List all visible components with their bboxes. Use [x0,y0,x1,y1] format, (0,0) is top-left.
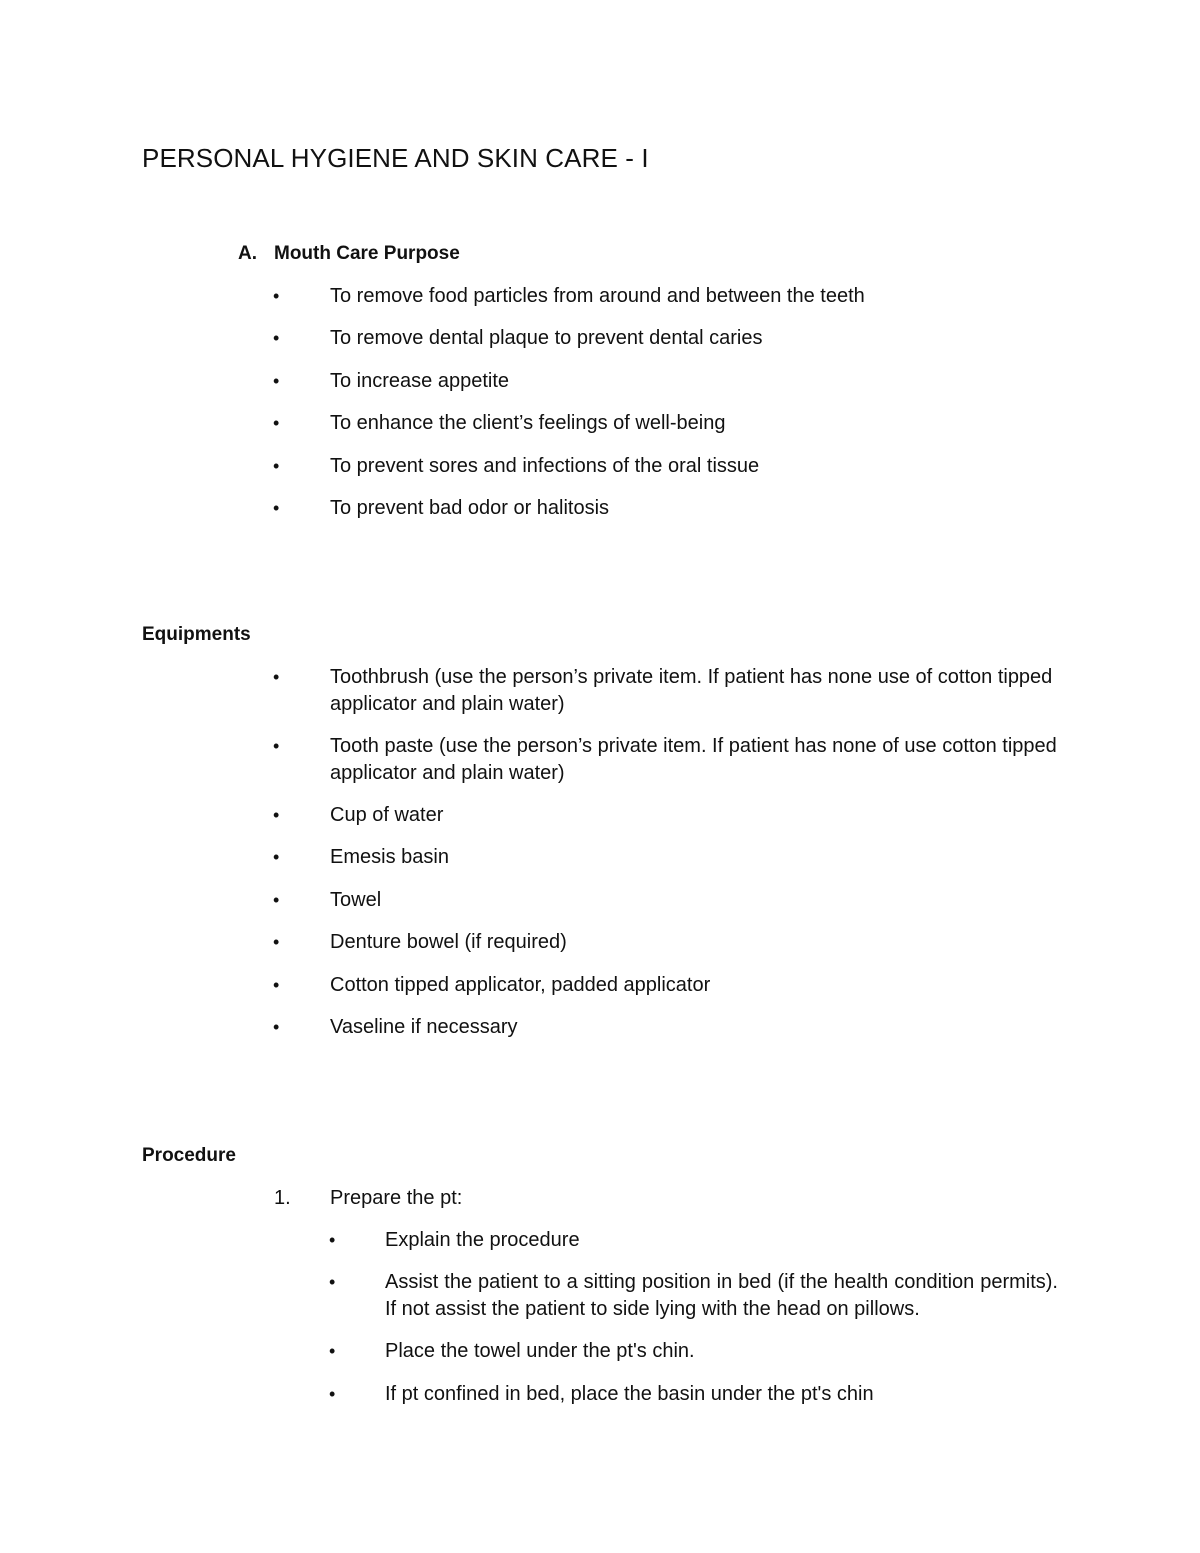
step-text: Prepare the pt: [330,1187,463,1209]
bullet-icon: • [273,328,280,349]
list-item: • Assist the patient to a sitting position in bed (if the health condition permits). If not assist the patient to side lying with the head on pillows. [329,1271,1058,1321]
equipment-list [273,664,1070,1056]
bullet-icon: • [273,847,280,868]
section-marker: A. [238,243,257,264]
bullet-icon: • [273,455,280,476]
list-item: • If pt confined in bed, place the basin under the pt's chin [385,1381,1058,1423]
purpose-list [273,283,1070,537]
list-item: • Cotton tipped applicator, padded applicator [330,972,1070,1014]
list-item: • To prevent bad odor or halitosis [330,495,1070,537]
list-item: • To prevent sores and infections of the oral tissue [330,453,1070,495]
section-heading-equipments: Equipments [142,624,251,645]
bullet-icon: • [273,736,280,756]
section-heading-mouth-care [238,243,460,265]
section-heading-text: Mouth Care Purpose [274,243,460,264]
list-item: • Towel [330,887,1070,929]
bullet-icon: • [329,1383,336,1404]
bullet-icon: • [273,1016,280,1037]
list-item: • Vaseline if necessary [330,1014,1070,1056]
bullet-icon: • [273,370,280,391]
bullet-icon: • [273,932,280,953]
procedure-substep-list [329,1227,1058,1423]
bullet-icon: • [329,1230,336,1250]
section-heading-procedure: Procedure [142,1145,236,1166]
list-item: • Tooth paste (use the person’s private item. If patient has none of use cotton tipped applicator and plain water) [273,735,1057,784]
list-item: • To remove food particles from around and between the teeth [330,283,1070,325]
list-item: • Denture bowel (if required) [330,929,1070,971]
bullet-icon: • [273,413,280,434]
bullet-icon: • [273,497,280,518]
list-item: • To remove dental plaque to prevent dental caries [330,325,1070,367]
bullet-icon: • [273,667,280,687]
list-item: • Explain the procedure [385,1227,1058,1269]
list-item: • Emesis basin [330,844,1070,886]
list-item: • To increase appetite [330,368,1070,410]
list-item: • Place the towel under the pt's chin. [385,1338,1058,1380]
step-number: 1. [274,1187,291,1209]
list-item: • To enhance the client’s feelings of well-being [330,410,1070,452]
list-item: • Toothbrush (use the person’s private item. If patient has none use of cotton tipped applicator and plain water) [273,666,1053,715]
list-item: • Cup of water [330,802,1070,844]
bullet-icon: • [273,805,280,825]
bullet-icon: • [273,974,280,995]
bullet-icon: • [329,1272,336,1293]
bullet-icon: • [273,889,280,910]
bullet-icon: • [273,286,280,306]
document-title: PERSONAL HYGIENE AND SKIN CARE - I [142,143,649,173]
bullet-icon: • [329,1341,336,1362]
